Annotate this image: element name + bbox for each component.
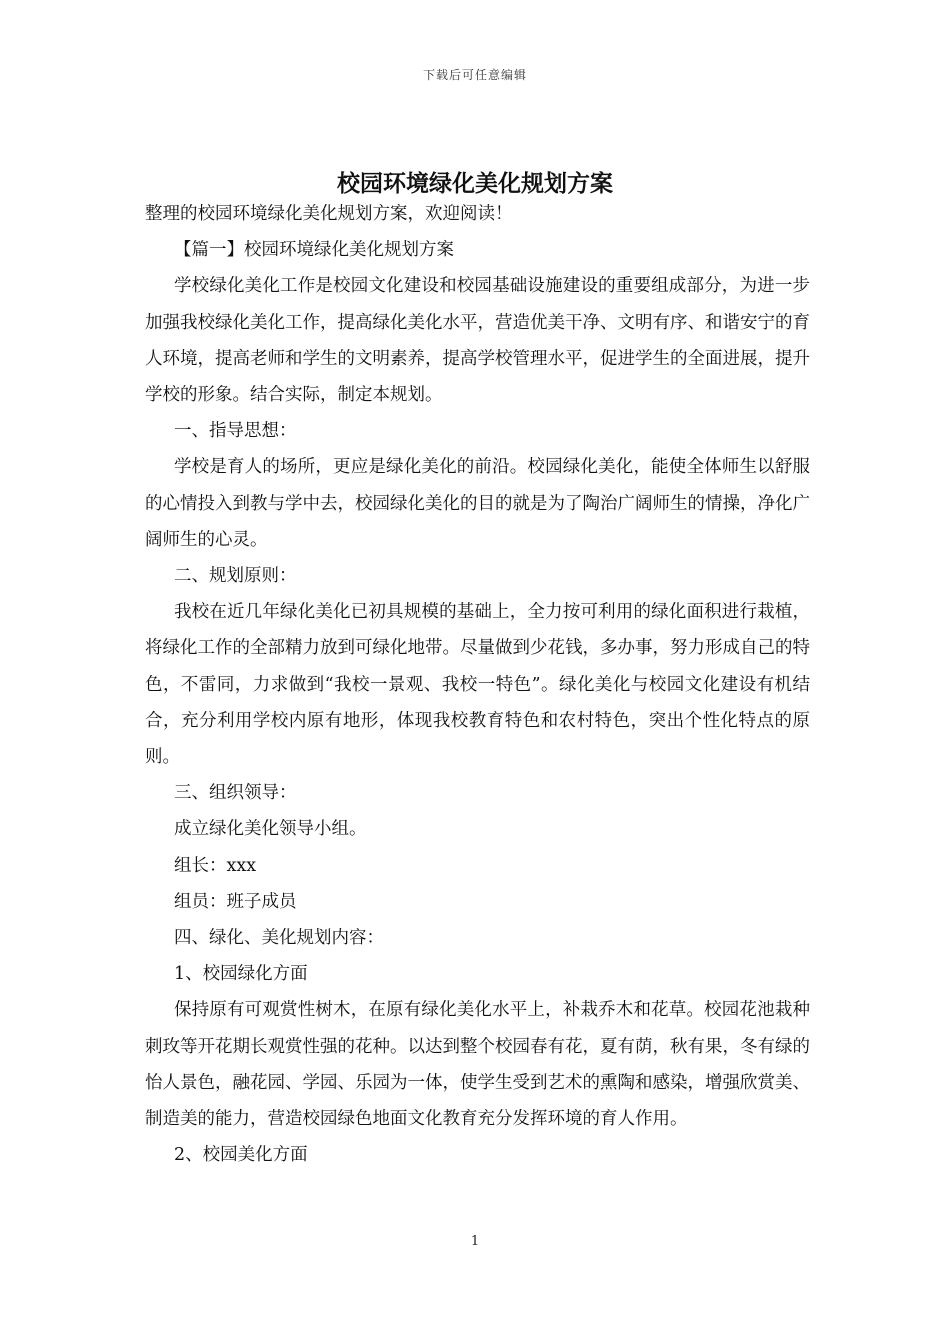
heading-planning-content: 四、绿化、美化规划内容： <box>174 928 384 949</box>
paragraph-greening: 保持原有可观赏性树木，在原有绿化美化水平上，补栽乔木和花草。校园花池栽种刺玫等开花期长观赏性强的花种。以达到整个校园春有花，夏有荫，秋有果，冬有绿的怡人景色，融花园、学园、乐园为一体，使学生受到艺术的熏陶和感染，增强欣赏美、制造美的能力，营造校园绿色地面文化教育充分发挥环境的育人作用。 <box>145 1000 810 1130</box>
paragraph-purpose: 学校绿化美化工作是校园文化建设和校园基础设施建设的重要组成部分，为进一步加强我校绿化美化工作，提高绿化美化水平，营造优美干净、文明有序、和谐安宁的育人环境，提高老师和学生的文明素养，提高学校管理水平，促进学生的全面进展，提升学校的形象。结合实际，制定本规划。 <box>145 276 810 406</box>
document-body <box>145 196 810 1173</box>
heading-planning-principles: 二、规划原则： <box>174 566 297 587</box>
paragraph-group-leader: 组长：xxx <box>174 855 257 876</box>
heading-organization: 三、组织领导： <box>174 783 297 804</box>
paragraph-section-heading: 【篇一】校园环境绿化美化规划方案 <box>174 240 454 261</box>
paragraph-group-members: 组员：班子成员 <box>174 891 297 912</box>
page-header-note: 下载后可任意编辑 <box>422 68 527 82</box>
paragraph-intro: 整理的校园环境绿化美化规划方案，欢迎阅读！ <box>145 204 513 224</box>
document-title: 校园环境绿化美化规划方案 <box>337 170 613 198</box>
subheading-greening: 1、校园绿化方面 <box>174 964 308 985</box>
heading-guiding-ideology: 一、指导思想： <box>174 421 297 442</box>
paragraph-planning-principles: 我校在近几年绿化美化已初具规模的基础上，全力按可利用的绿化面积进行栽植，将绿化工作的全部精力放到可绿化地带。尽量做到少花钱，多办事，努力形成自己的特色，不雷同，力求做到“我校一景观、我校一特色”。绿化美化与校园文化建设有机结合，充分利用学校内原有地形，体现我校教育特色和农村特色，突出个性化特点的原则。 <box>145 602 810 768</box>
subheading-beautification: 2、校园美化方面 <box>174 1145 308 1166</box>
paragraph-organization: 成立绿化美化领导小组。 <box>174 819 367 840</box>
paragraph-guiding-ideology: 学校是育人的场所，更应是绿化美化的前沿。校园绿化美化，能使全体师生以舒服的心情投入到教与学中去，校园绿化美化的目的就是为了陶治广阔师生的情操，净化广阔师生的心灵。 <box>145 457 810 550</box>
page-number: 1 <box>470 1234 480 1249</box>
